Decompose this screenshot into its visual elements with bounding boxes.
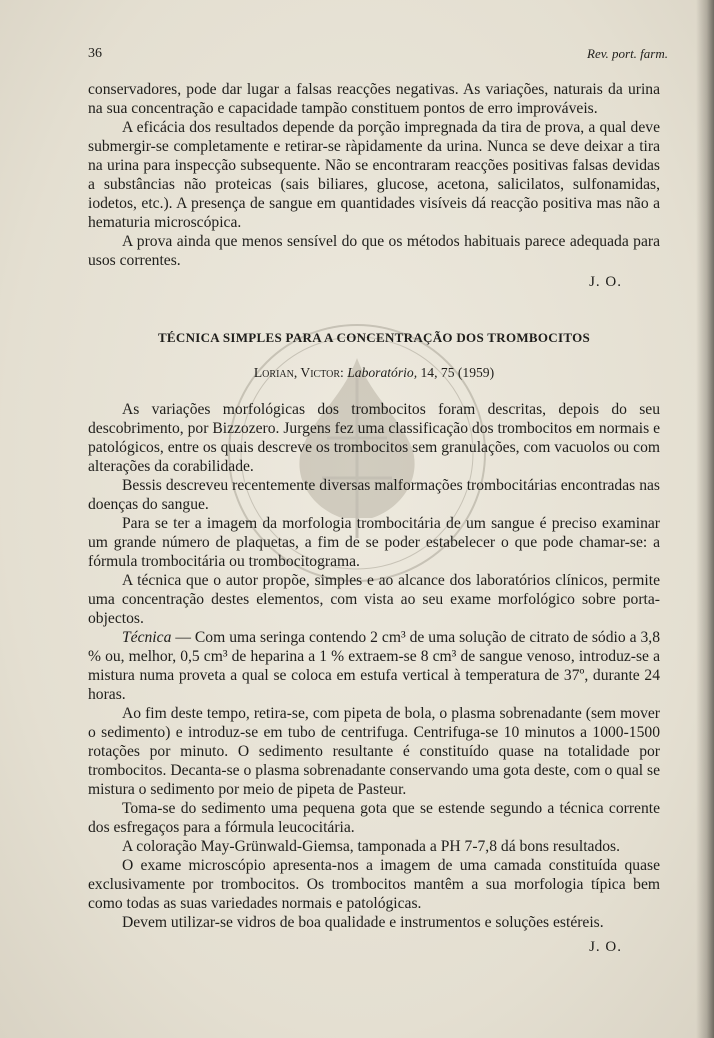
intro-signature: J. O.	[589, 274, 622, 290]
article-paragraph-5: Ao fim deste tempo, retira-se, com pipeta de bola, o plasma sobrenadante (sem mover o sedimento) e introduz-se em tubo de centrifuga. Centrifuga-se 10 minutos a 1000-1500 rotações por minuto. O sedimento resultante é constituído quase na totalidade por trombocitos. Decanta-se o plasma sobrenadante conservando uma gota deste, com o qual se mistura o sedimento por meio de pipeta de Pasteur.	[88, 705, 660, 798]
page-number: 36	[88, 46, 102, 61]
article-signature: J. O.	[589, 939, 622, 955]
article-paragraph-4: A técnica que o autor propõe, simples e ao alcance dos laboratórios clínicos, permite uma concentração destes elementos, com vista ao seu exame morfológico sobre porta-objectos.	[88, 572, 660, 627]
article-paragraph-2: Bessis descreveu recentemente diversas malformações trombocitárias encontradas nas doenças do sangue.	[88, 477, 660, 513]
page-edge-shadow	[696, 0, 714, 1038]
article-paragraph-9: Devem utilizar-se vidros de boa qualidade e instrumentos e soluções estéreis.	[122, 914, 604, 931]
article-paragraph-3: Para se ter a imagem da morfologia trombocitária de um sangue é preciso examinar um grande número de plaquetas, a fim de se poder estabelecer o que pode chamar-se: a fórmula trombocitária ou trombocitograma.	[88, 515, 660, 570]
intro-paragraph-1: conservadores, pode dar lugar a falsas reacções negativas. As variações, naturais da urina na sua concentração e capacidade tampão constituem pontos de erro improváveis.	[88, 81, 660, 117]
article-paragraph-8: O exame microscópio apresenta-nos a imagem de uma camada constituída quase exclusivamente por trombocitos. Os trombocitos mantêm a sua morfologia típica bem como todas as suas variedades normais e patológicas.	[88, 857, 660, 912]
page-header	[88, 46, 670, 68]
article-citation	[88, 363, 660, 382]
article-paragraph-1: As variações morfológicas dos trombocitos foram descritas, depois do seu descobrimento, por Bizzozero. Jurgens fez uma classificação dos trombocitos em normais e patológicos, entre os quais descreve os trombocitos sem granulações, com vacuolos ou com alterações da corabilidade.	[88, 401, 660, 475]
article-paragraph-6: Toma-se do sedimento uma pequena gota que se estende segundo a técnica corrente dos esfregaços para a fórmula leucocitária.	[88, 800, 660, 836]
tecnica-label: Técnica	[122, 629, 172, 646]
page-body	[88, 80, 660, 957]
intro-paragraph-2: A eficácia dos resultados depende da porção impregnada da tira de prova, a qual deve submergir-se completamente e retirar-se ràpidamente da urina. Nunca se deve deixar a tira na urina para inspecção subsequente. Não se encontraram reacções positivas falsas devidas a substâncias não proteicas (sais biliares, glucose, acetona, salicilatos, sulfonamidas, iodetos, etc.). A presença de sangue em quantidades visíveis dá reacção positiva mas não a hematuria microscópica.	[88, 119, 660, 231]
article-paragraph-7: A coloração May-Grünwald-Giemsa, tamponada a PH 7-7,8 dá bons resultados.	[122, 838, 621, 855]
citation-author: Lorian, Victor:	[253, 365, 344, 380]
tecnica-paragraph	[88, 628, 660, 704]
article-title: TÉCNICA SIMPLES PARA A CONCENTRAÇÃO DOS TROMBOCITOS	[157, 330, 591, 345]
citation-volume: 14, 75 (1959)	[420, 365, 495, 380]
citation-journal: Laboratório,	[347, 365, 418, 380]
running-head: Rev. port. farm.	[587, 46, 668, 61]
tecnica-text: — Com uma seringa contendo 2 cm³ de uma solução de citrato de sódio a 3,8 % ou, melhor, 0,5 cm³ de heparina a 1 % extraem-se 8 cm³ de sangue venoso, introduz-se a mistura numa proveta a qual se coloca em estufa vertical à temperatura de 37º, durante 24 horas.	[88, 629, 660, 703]
intro-paragraph-3: A prova ainda que menos sensível do que os métodos habituais parece adequada para usos correntes.	[88, 233, 660, 269]
